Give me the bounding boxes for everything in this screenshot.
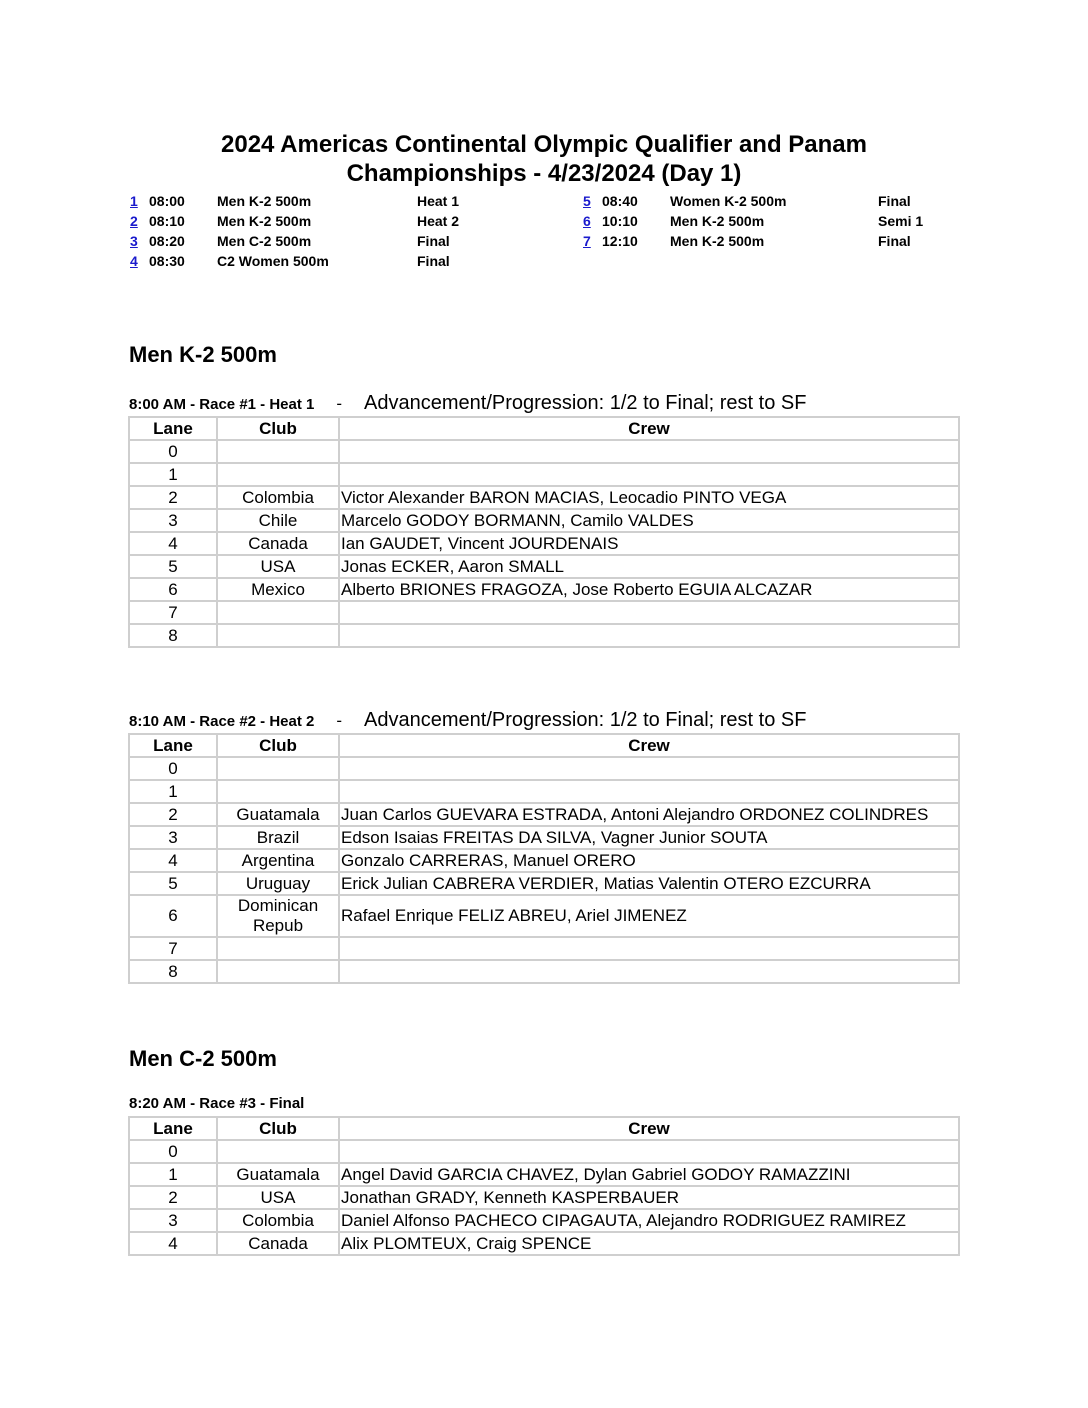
- column-header-lane: Lane: [129, 417, 217, 440]
- document-title: [130, 130, 958, 188]
- race-round: Final: [417, 253, 450, 269]
- race-time: 10:10: [602, 213, 638, 229]
- table-row: [129, 937, 959, 960]
- title-line-2: Championships - 4/23/2024 (Day 1): [346, 160, 742, 187]
- club-cell: USA: [217, 1186, 339, 1209]
- race-link[interactable]: 6: [583, 213, 591, 229]
- club-cell: [217, 960, 339, 983]
- race-time: 08:30: [149, 253, 185, 269]
- schedule-row: [0, 231, 1088, 251]
- lane-cell: 1: [129, 463, 217, 486]
- table-row: [129, 826, 959, 849]
- club-cell: Dominican Repub: [217, 895, 339, 937]
- table-row: [129, 803, 959, 826]
- club-cell: Canada: [217, 1232, 339, 1255]
- club-cell: [217, 440, 339, 463]
- club-cell: [217, 937, 339, 960]
- lane-cell: 5: [129, 872, 217, 895]
- lane-cell: 4: [129, 849, 217, 872]
- table-header-row: [129, 417, 959, 440]
- club-cell: [217, 624, 339, 647]
- table-row: [129, 532, 959, 555]
- club-cell: Colombia: [217, 486, 339, 509]
- race-time: 08:00: [149, 193, 185, 209]
- race-link[interactable]: 4: [130, 253, 138, 269]
- crew-cell: [339, 463, 959, 486]
- crew-cell: Victor Alexander BARON MACIAS, Leocadio PINTO VEGA: [339, 486, 959, 509]
- column-header-crew: Crew: [339, 417, 959, 440]
- crew-cell: Angel David GARCIA CHAVEZ, Dylan Gabriel GODOY RAMAZZINI: [339, 1163, 959, 1186]
- race-event: Men C-2 500m: [217, 233, 312, 249]
- start-list-table: [128, 416, 960, 648]
- lane-cell: 2: [129, 803, 217, 826]
- lane-cell: 7: [129, 937, 217, 960]
- table-row: [129, 872, 959, 895]
- table-header-row: [129, 1117, 959, 1140]
- table-row: [129, 555, 959, 578]
- club-cell: Chile: [217, 509, 339, 532]
- race-event: Women K-2 500m: [670, 193, 787, 209]
- lane-cell: 4: [129, 1232, 217, 1255]
- crew-cell: Alberto BRIONES FRAGOZA, Jose Roberto EGUIA ALCAZAR: [339, 578, 959, 601]
- lane-cell: 1: [129, 780, 217, 803]
- table-row: [129, 895, 959, 937]
- lane-cell: 6: [129, 578, 217, 601]
- race-link[interactable]: 2: [130, 213, 138, 229]
- lane-cell: 3: [129, 826, 217, 849]
- lane-cell: 3: [129, 509, 217, 532]
- race-link[interactable]: 7: [583, 233, 591, 249]
- column-header-club: Club: [217, 734, 339, 757]
- club-cell: Mexico: [217, 578, 339, 601]
- race-time: 08:40: [602, 193, 638, 209]
- advancement-text: Advancement/Progression: 1/2 to Final; rest to SF: [364, 709, 807, 731]
- advancement-text: Advancement/Progression: 1/2 to Final; rest to SF: [364, 392, 807, 414]
- lane-cell: 1: [129, 1163, 217, 1186]
- table-row: [129, 1209, 959, 1232]
- crew-cell: Daniel Alfonso PACHECO CIPAGAUTA, Alejandro RODRIGUEZ RAMIREZ: [339, 1209, 959, 1232]
- column-header-crew: Crew: [339, 734, 959, 757]
- lane-cell: 6: [129, 895, 217, 937]
- table-row: [129, 1140, 959, 1163]
- club-cell: [217, 463, 339, 486]
- table-row: [129, 757, 959, 780]
- race-heading-dash: -: [336, 394, 343, 413]
- lane-cell: 5: [129, 555, 217, 578]
- lane-cell: 2: [129, 486, 217, 509]
- table-row: [129, 1232, 959, 1255]
- lane-cell: 0: [129, 1140, 217, 1163]
- race-heading-text: 8:00 AM - Race #1 - Heat 1: [129, 396, 315, 413]
- table-row: [129, 849, 959, 872]
- column-header-club: Club: [217, 1117, 339, 1140]
- lane-cell: 8: [129, 624, 217, 647]
- race-heading: [129, 709, 806, 732]
- column-header-crew: Crew: [339, 1117, 959, 1140]
- club-cell: [217, 1140, 339, 1163]
- crew-cell: Jonas ECKER, Aaron SMALL: [339, 555, 959, 578]
- club-cell: Argentina: [217, 849, 339, 872]
- schedule-row: [0, 251, 544, 271]
- crew-cell: [339, 937, 959, 960]
- lane-cell: 0: [129, 757, 217, 780]
- race-event: C2 Women 500m: [217, 253, 329, 269]
- crew-cell: [339, 960, 959, 983]
- column-header-lane: Lane: [129, 734, 217, 757]
- table-header-row: [129, 734, 959, 757]
- lane-cell: 2: [129, 1186, 217, 1209]
- crew-cell: Jonathan GRADY, Kenneth KASPERBAUER: [339, 1186, 959, 1209]
- race-round: Final: [878, 233, 911, 249]
- race-round: Final: [878, 193, 911, 209]
- schedule-row: [0, 211, 1088, 231]
- crew-cell: Alix PLOMTEUX, Craig SPENCE: [339, 1232, 959, 1255]
- crew-cell: [339, 757, 959, 780]
- club-cell: [217, 601, 339, 624]
- table-row: [129, 960, 959, 983]
- event-title: Men K-2 500m: [129, 342, 277, 367]
- crew-cell: Edson Isaias FREITAS DA SILVA, Vagner Junior SOUTA: [339, 826, 959, 849]
- race-heading: [129, 392, 806, 415]
- club-cell: Brazil: [217, 826, 339, 849]
- crew-cell: [339, 1140, 959, 1163]
- race-heading-text: 8:10 AM - Race #2 - Heat 2: [129, 713, 315, 730]
- race-event: Men K-2 500m: [670, 233, 765, 249]
- crew-cell: [339, 780, 959, 803]
- start-list-table: [128, 733, 960, 984]
- club-cell: USA: [217, 555, 339, 578]
- crew-cell: Ian GAUDET, Vincent JOURDENAIS: [339, 532, 959, 555]
- race-link[interactable]: 5: [583, 193, 591, 209]
- club-cell: Canada: [217, 532, 339, 555]
- race-round: Heat 1: [417, 193, 460, 209]
- club-cell: Guatamala: [217, 1163, 339, 1186]
- crew-cell: Rafael Enrique FELIZ ABREU, Ariel JIMENEZ: [339, 895, 959, 937]
- title-line-1: 2024 Americas Continental Olympic Qualifier and Panam: [221, 131, 867, 158]
- table-row: [129, 463, 959, 486]
- race-heading: [129, 1095, 304, 1113]
- schedule-right: [0, 191, 1088, 251]
- club-cell: [217, 757, 339, 780]
- crew-cell: [339, 601, 959, 624]
- table-row: [129, 1186, 959, 1209]
- crew-cell: Marcelo GODOY BORMANN, Camilo VALDES: [339, 509, 959, 532]
- crew-cell: Juan Carlos GUEVARA ESTRADA, Antoni Alejandro ORDONEZ COLINDRES: [339, 803, 959, 826]
- club-cell: Uruguay: [217, 872, 339, 895]
- column-header-lane: Lane: [129, 1117, 217, 1140]
- column-header-club: Club: [217, 417, 339, 440]
- race-event: Men K-2 500m: [670, 213, 765, 229]
- crew-cell: [339, 624, 959, 647]
- race-link[interactable]: 1: [130, 193, 138, 209]
- race-round: Heat 2: [417, 213, 460, 229]
- table-row: [129, 601, 959, 624]
- lane-cell: 7: [129, 601, 217, 624]
- crew-cell: Gonzalo CARRERAS, Manuel ORERO: [339, 849, 959, 872]
- start-list-table: [128, 1116, 960, 1256]
- race-link[interactable]: 3: [130, 233, 138, 249]
- lane-cell: 4: [129, 532, 217, 555]
- race-event: Men K-2 500m: [217, 193, 312, 209]
- race-round: Final: [417, 233, 450, 249]
- table-row: [129, 624, 959, 647]
- race-time: 08:10: [149, 213, 185, 229]
- table-row: [129, 440, 959, 463]
- race-heading-dash: -: [336, 711, 343, 730]
- lane-cell: 0: [129, 440, 217, 463]
- club-cell: Colombia: [217, 1209, 339, 1232]
- lane-cell: 3: [129, 1209, 217, 1232]
- race-time: 12:10: [602, 233, 638, 249]
- table-row: [129, 509, 959, 532]
- crew-cell: Erick Julian CABRERA VERDIER, Matias Valentin OTERO EZCURRA: [339, 872, 959, 895]
- club-cell: Guatamala: [217, 803, 339, 826]
- club-cell: [217, 780, 339, 803]
- race-round: Semi 1: [878, 213, 924, 229]
- table-row: [129, 486, 959, 509]
- event-title: Men C-2 500m: [129, 1046, 277, 1071]
- table-row: [129, 578, 959, 601]
- lane-cell: 8: [129, 960, 217, 983]
- race-heading-text: 8:20 AM - Race #3 - Final: [129, 1095, 305, 1112]
- table-row: [129, 1163, 959, 1186]
- race-event: Men K-2 500m: [217, 213, 312, 229]
- schedule-row: [0, 191, 1088, 211]
- table-row: [129, 780, 959, 803]
- crew-cell: [339, 440, 959, 463]
- race-time: 08:20: [149, 233, 185, 249]
